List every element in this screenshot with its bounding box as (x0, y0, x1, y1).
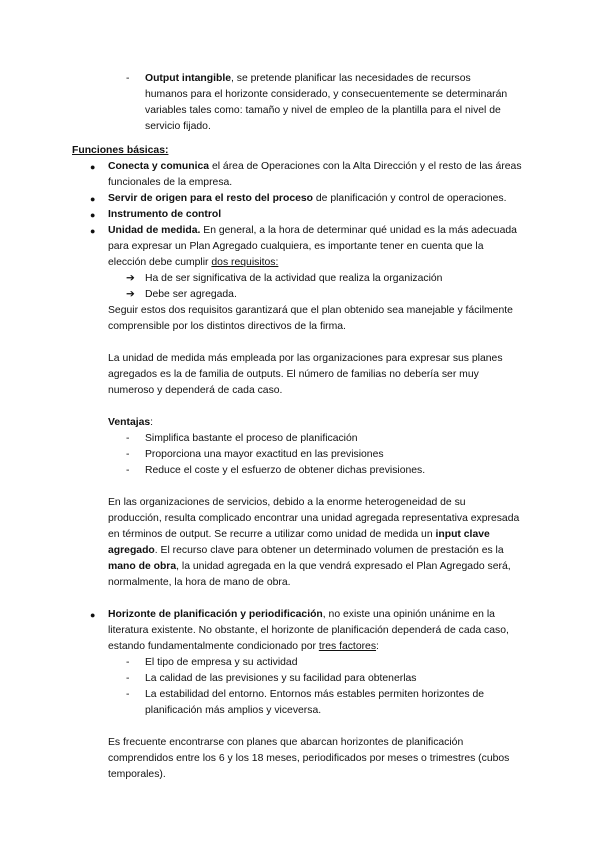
dash-marker: - (126, 689, 130, 700)
dash-marker: - (126, 449, 130, 460)
bullet-term: Servir de origen para el resto del proceso (108, 193, 314, 204)
ventaja-item (0, 447, 600, 463)
arrow-item (0, 287, 600, 303)
dash-item (0, 71, 600, 135)
arrow-icon: ➔ (126, 289, 135, 300)
factor-text: La calidad de las previsiones y su facilidad para obtenerlas (145, 673, 417, 684)
arrow-icon: ➔ (126, 273, 135, 284)
arrow-item (0, 271, 600, 287)
output-intangible-term: Output intangible (145, 73, 231, 84)
arrow-text: Debe ser agregada. (145, 289, 237, 300)
arrow-text: Ha de ser significativa de la actividad que realiza la organización (145, 273, 443, 284)
factor-item (0, 655, 600, 671)
factor-text: El tipo de empresa y su actividad (145, 657, 298, 668)
bullet-text: el área de Operaciones con la Alta Dirección y el resto de las áreas funcionales de la empresa. (108, 161, 522, 188)
ventajas-label: Ventajas: (108, 417, 154, 428)
factor-text: La estabilidad del entorno. Entornos más estables permiten horizontes de planificación más amplios y viceversa. (145, 689, 485, 716)
dash-marker: - (126, 465, 130, 476)
bullet-term: Horizonte de planificación y periodificación (108, 609, 323, 620)
bullet-term: Unidad de medida. (108, 225, 201, 236)
bullet-text: de planificación y control de operaciones. (313, 193, 507, 204)
ventaja-item (0, 463, 600, 479)
servicios-paragraph: En las organizaciones de servicios, debido a la enorme heterogeneidad de su producción, resulta complicado encontrar una unidad agregada representativa expresada en términos de output. Se recurre a utilizar como unidad de medida un input clave agregado. El recurso clave para obtener un determinado volumen de prestación es la mano de obra, la unidad agregada en la que vendrá expresado el Plan Agregado será, normalmente, la hora de mano de obra. (108, 497, 520, 588)
dash-marker: - (126, 433, 130, 444)
output-intangible-block (0, 71, 600, 135)
final-paragraph: Es frecuente encontrarse con planes que abarcan horizontes de planificación comprendidos entre los 6 y los 18 meses, periodificados por meses o trimestres (cubos temporales). (108, 737, 510, 780)
familia-outputs-paragraph: La unidad de medida más empleada por las organizaciones para expresar sus planes agregados es la de familia de outputs. El número de familias no debería ser muy numeroso y dependerá de cada caso. (108, 353, 503, 396)
bullet-text: , no existe una opinión unánime en la literatura existente. No obstante, el horizonte de planificación dependerá de cada caso, estando fundamentalmente condicionado por (108, 609, 509, 652)
bullet-marker: ● (90, 162, 96, 172)
bullet-unidad-medida (0, 223, 600, 271)
factor-item (0, 671, 600, 687)
bullet-text: En general, a la hora de determinar qué unidad es la más adecuada para expresar un Plan Agregado cualquiera, es importante tener en cuenta que la elección debe cumplir (108, 225, 517, 268)
dash-marker: - (126, 73, 130, 84)
tres-factores-text: tres factores (318, 641, 377, 652)
bullet-conecta (0, 159, 600, 191)
ventaja-text: Reduce el coste y el esfuerzo de obtener dichas previsiones. (145, 465, 426, 476)
bullet-marker: ● (90, 194, 96, 204)
output-intangible-text: , se pretende planificar las necesidades de recursos humanos para el horizonte considerado, y consecuentemente se determinarán variables tales como: tamaño y nivel de empleo de la plantilla para el nivel de servicio fijado. (145, 73, 508, 132)
bullet-instrumento (0, 207, 600, 223)
section-heading: Funciones básicas: (72, 145, 169, 156)
bullet-marker: ● (90, 610, 96, 620)
factor-item (0, 687, 600, 719)
funciones-basicas-section (0, 143, 600, 783)
dash-marker: - (126, 673, 130, 684)
ventaja-text: Simplifica bastante el proceso de planificación (145, 433, 358, 444)
bullet-term: Conecta y comunica (108, 161, 210, 172)
bullet-servir (0, 191, 600, 207)
dash-marker: - (126, 657, 130, 668)
requisitos-summary: Seguir estos dos requisitos garantizará que el plan obtenido sea manejable y fácilmente comprensible por los distintos directivos de la firma. (108, 305, 513, 332)
bullet-marker: ● (90, 226, 96, 236)
bullet-horizonte: ● Horizonte de planificación y periodificación, no existe una opinión unánime en la literatura existente. No obstante, el horizonte de planificación dependerá de cada caso, estando fundamentalmente condicionado por tres factores: (90, 609, 509, 652)
bullet-marker: ● (90, 210, 96, 220)
ventaja-text: Proporciona una mayor exactitud en las previsiones (145, 449, 384, 460)
dos-requisitos-link-text: dos requisitos: (211, 257, 279, 268)
ventaja-item (0, 431, 600, 447)
bullet-term: Instrumento de control (108, 209, 222, 220)
